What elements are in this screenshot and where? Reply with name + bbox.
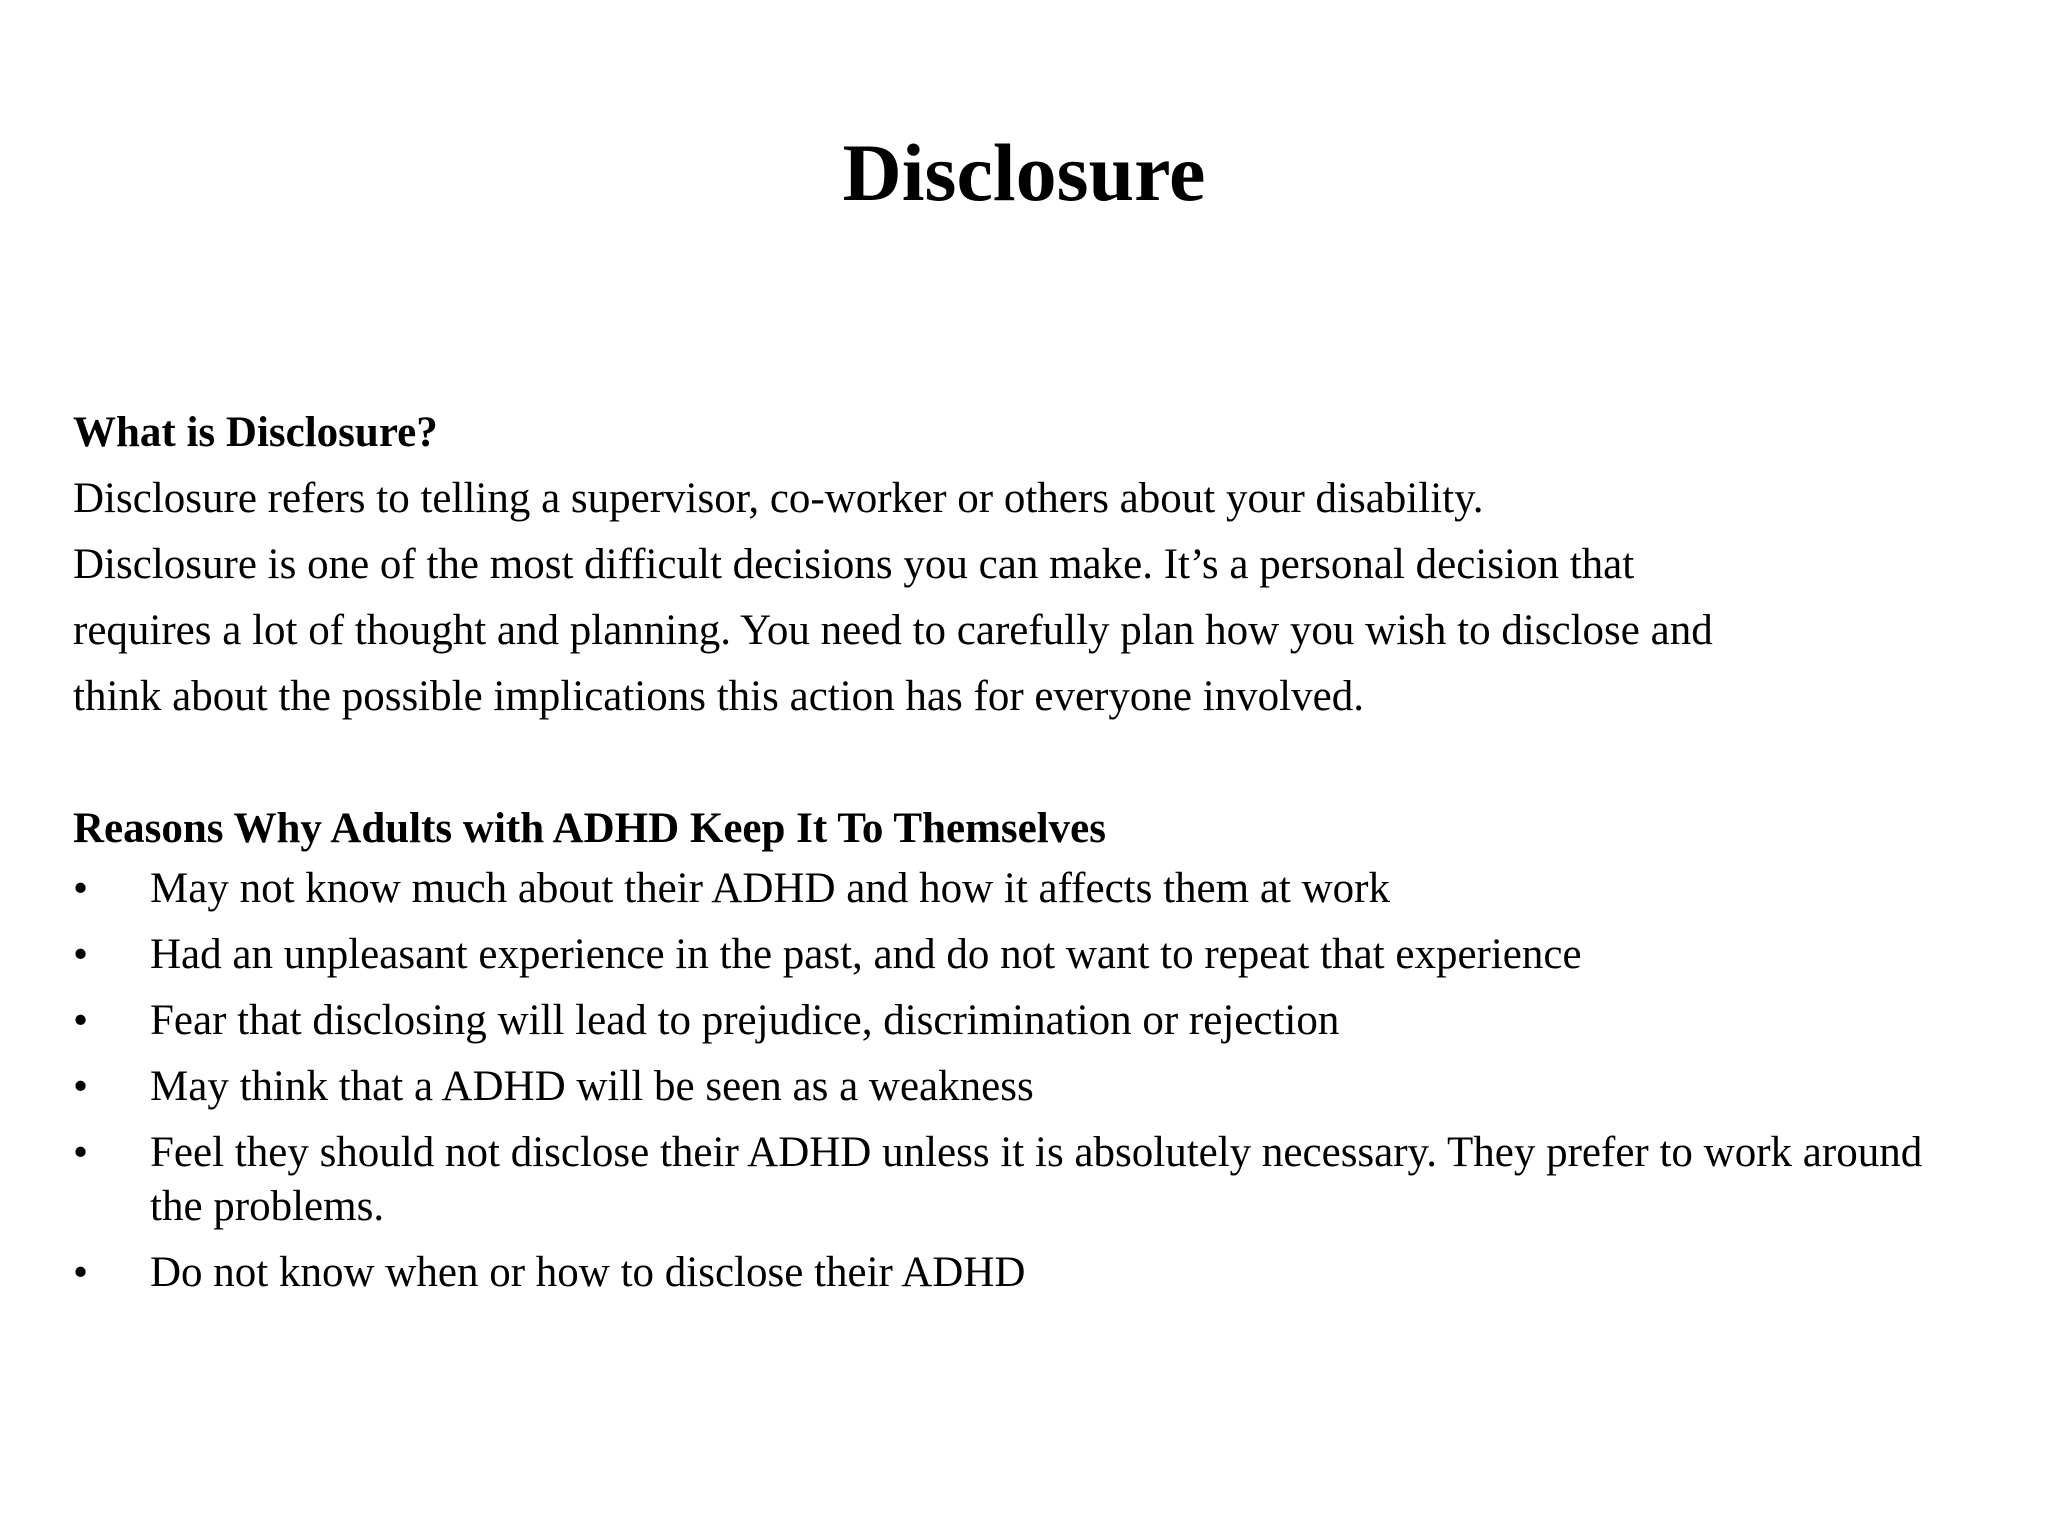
bullet-icon: • xyxy=(73,997,89,1044)
bullet-icon: • xyxy=(73,1063,89,1110)
list-item-text: Had an unpleasant experience in the past, and do not want to repeat that experience xyxy=(150,931,1582,978)
list-item-text: Do not know when or how to disclose their ADHD xyxy=(150,1249,1026,1296)
bullet-icon: • xyxy=(73,931,89,978)
bullet-icon: • xyxy=(73,1249,89,1296)
bullet-icon: • xyxy=(73,865,89,912)
list-item-text: Feel they should not disclose their ADHD unless it is absolutely necessary. They prefer to work around the problems. xyxy=(150,1129,1923,1230)
paragraph-line: requires a lot of thought and planning. You need to carefully plan how you wish to disclose and xyxy=(73,607,1713,654)
list-item xyxy=(73,994,1973,1048)
list-item xyxy=(73,862,1973,916)
list-item xyxy=(73,1126,1973,1234)
bullet-icon: • xyxy=(73,1129,89,1176)
page-title: Disclosure xyxy=(842,127,1206,218)
slide-content xyxy=(73,400,1973,1312)
paragraph-line: think about the possible implications this action has for everyone involved. xyxy=(73,673,1364,720)
section-heading-reasons: Reasons Why Adults with ADHD Keep It To Themselves xyxy=(73,805,1106,852)
list-item xyxy=(73,928,1973,982)
list-item-text: May not know much about their ADHD and how it affects them at work xyxy=(150,865,1390,912)
reasons-list xyxy=(73,862,1973,1300)
section-heading-what-is-disclosure: What is Disclosure? xyxy=(73,409,438,456)
definition-paragraph: Disclosure refers to telling a supervisor, co-worker or others about your disability. xyxy=(73,475,1484,522)
list-item-text: Fear that disclosing will lead to prejudice, discrimination or rejection xyxy=(150,997,1340,1044)
list-item-text: May think that a ADHD will be seen as a weakness xyxy=(150,1063,1034,1110)
paragraph-line: Disclosure is one of the most difficult decisions you can make. It’s a personal decision that xyxy=(73,541,1635,588)
list-item xyxy=(73,1246,1973,1300)
section-spacer xyxy=(73,730,1973,796)
list-item xyxy=(73,1060,1973,1114)
